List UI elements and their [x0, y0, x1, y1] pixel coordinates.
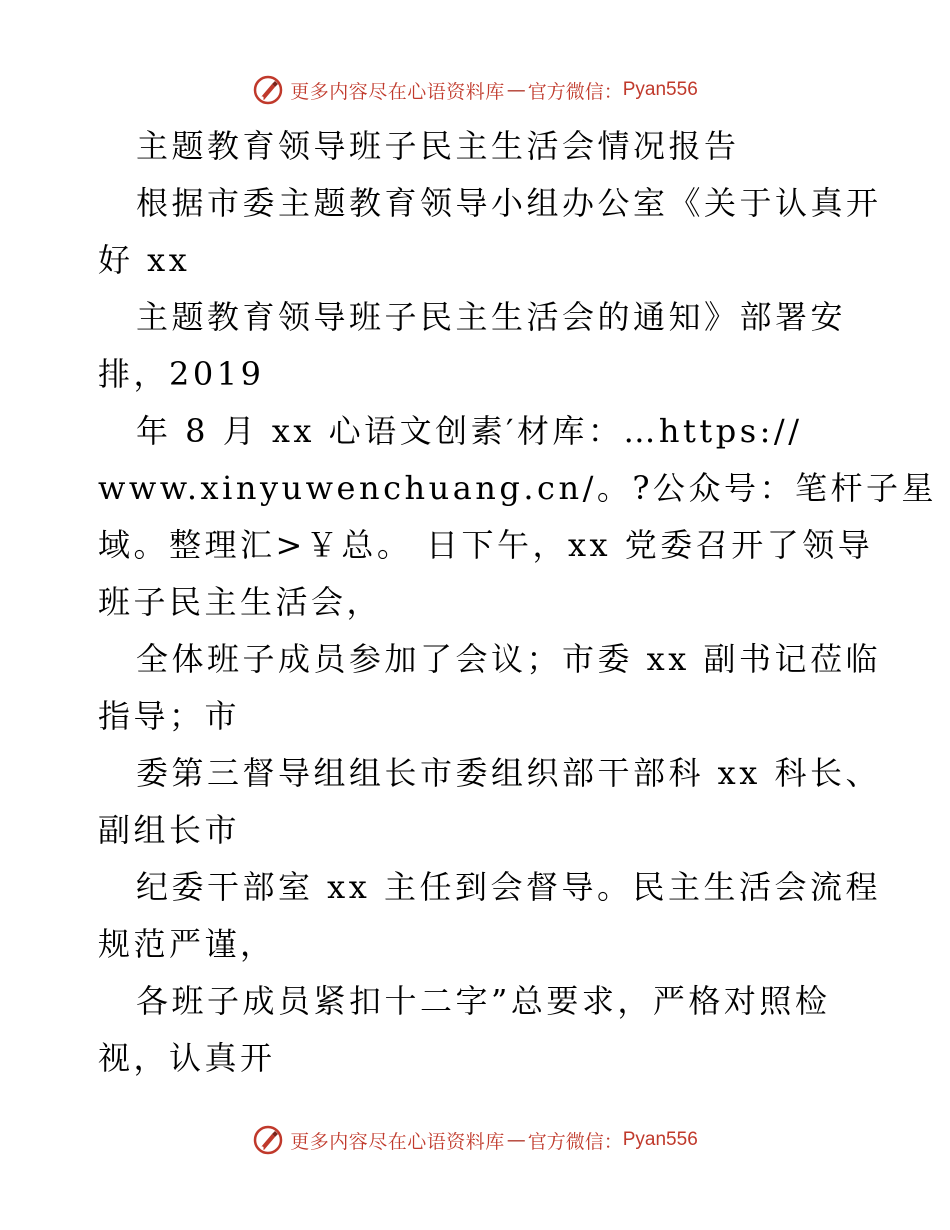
text-line: 规范严谨，: [98, 925, 276, 963]
text-line: 域。整理汇>￥总。 日下午，xx 党委召开了领导: [98, 526, 874, 564]
text-line: www.xinyuwenchuang.cn/。?公众号：笔杆子星: [98, 469, 938, 507]
banner-text: 更多内容尽在心语资料库: [290, 80, 505, 103]
text-line: 指导；市: [98, 697, 241, 735]
banner-wechat-label: 官方微信：: [527, 1130, 623, 1153]
text-line: 排，2019: [98, 355, 265, 393]
banner-wechat-id: Pyan556: [622, 79, 698, 100]
banner-wechat-label: 官方微信：: [527, 80, 623, 103]
text-line: 年 8 月 xx 心语文创素′材库：…https://: [136, 412, 803, 450]
pen-logo-icon: [252, 1124, 284, 1156]
text-line: 各班子成员紧扣十二字”总要求，严格对照检: [136, 982, 831, 1020]
banner-separator: —: [506, 79, 526, 101]
footer-banner: [0, 1120, 950, 1160]
text-line: 委第三督导组组长市委组织部干部科 xx 科长、: [136, 754, 881, 792]
text-line: 副组长市: [98, 811, 241, 849]
text-line: 主题教育领导班子民主生活会的通知》部署安: [136, 298, 847, 336]
document-body: [98, 118, 938, 1087]
text-line: 根据市委主题教育领导小组办公室《关于认真开: [136, 184, 882, 222]
banner-wechat-id: Pyan556: [622, 1129, 698, 1150]
text-line: 纪委干部室 xx 主任到会督导。民主生活会流程: [136, 868, 881, 906]
text-line: 好 xx: [98, 241, 191, 279]
banner-text: 更多内容尽在心语资料库: [290, 1130, 505, 1153]
banner-separator: —: [506, 1129, 526, 1151]
pen-logo-icon: [252, 74, 284, 106]
text-line: 班子民主生活会，: [98, 583, 383, 621]
text-line: 视，认真开: [98, 1039, 276, 1077]
header-banner: [0, 70, 950, 110]
text-line: 全体班子成员参加了会议；市委 xx 副书记莅临: [136, 640, 881, 678]
document-title: 主题教育领导班子民主生活会情况报告: [136, 127, 740, 165]
